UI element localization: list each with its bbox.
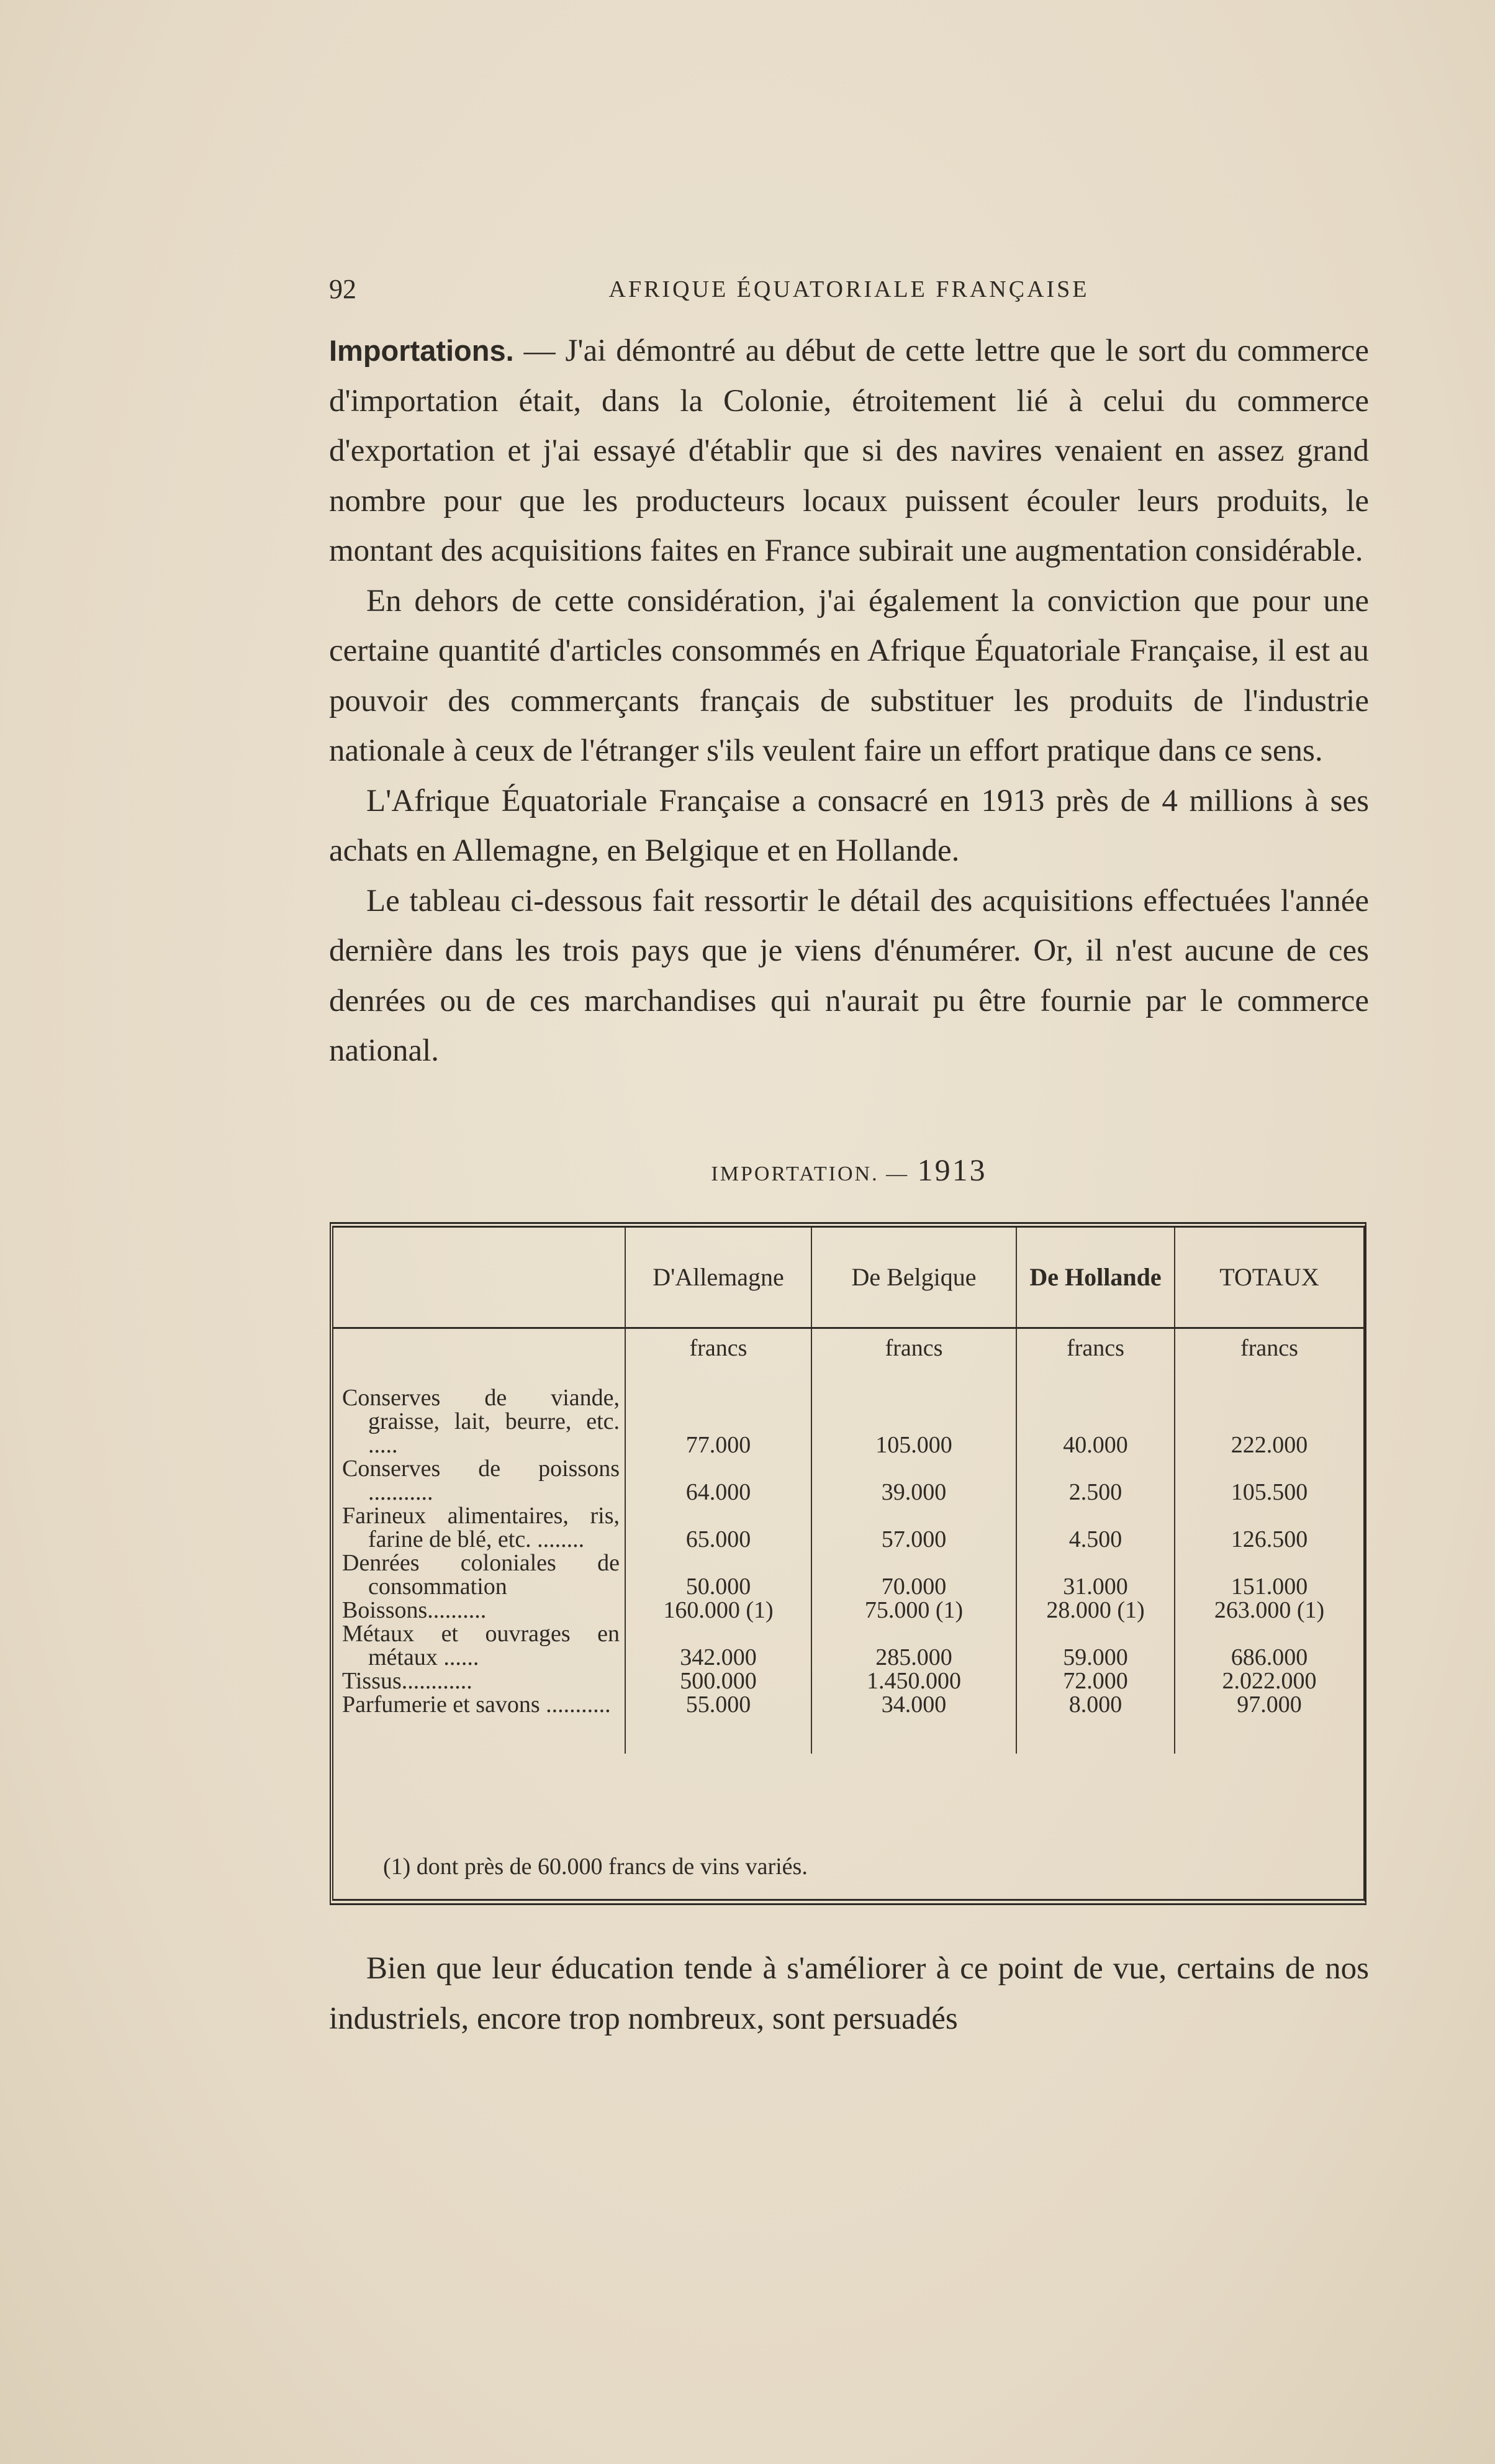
row-label-text: Boissons.......... [342,1597,487,1623]
body-text-top [329,326,1369,1076]
table-row [333,1457,1363,1504]
row-label [333,1504,625,1551]
value-cell: 34.000 [811,1693,1016,1716]
body-text-bottom [329,1944,1369,2044]
row-label-text: Farineux alimentaires, ris, farine de blé, etc. ........ [342,1503,620,1552]
table-row [333,1386,1363,1457]
value-cell: 4.500 [1016,1504,1175,1551]
table-row [333,1693,1363,1716]
table-row [333,1598,1363,1622]
value-cell: 151.000 [1175,1551,1363,1598]
unit-cell: francs [1016,1328,1175,1387]
header-totals: TOTAUX [1175,1228,1363,1328]
running-head [329,273,1369,310]
table-row [333,1504,1363,1551]
value-cell: 8.000 [1016,1693,1175,1716]
table-header-row [333,1228,1363,1328]
row-label-text: Tissus............ [342,1668,472,1694]
row-label [333,1693,625,1716]
row-label-text: Parfumerie et savons ........... [342,1692,611,1718]
value-cell: 57.000 [811,1504,1016,1551]
value-cell: 160.000 (1) [625,1598,811,1622]
row-label [333,1669,625,1693]
header-belgium: De Belgique [811,1228,1016,1328]
table-row [333,1669,1363,1693]
unit-cell: francs [1175,1328,1363,1387]
value-cell: 285.000 [811,1622,1016,1669]
value-cell: 55.000 [625,1693,811,1716]
row-label [333,1622,625,1669]
value-cell: 59.000 [1016,1622,1175,1669]
header-germany: D'Allemagne [625,1228,811,1328]
row-label [333,1598,625,1622]
running-title: AFRIQUE ÉQUATORIALE FRANÇAISE [608,276,1090,302]
row-label [333,1551,625,1598]
value-cell: 126.500 [1175,1504,1363,1551]
value-cell: 65.000 [625,1504,811,1551]
paragraph-importations [329,326,1369,576]
value-cell: 75.000 (1) [811,1598,1016,1622]
value-cell: 2.500 [1016,1457,1175,1504]
value-cell: 105.000 [811,1386,1016,1457]
table-title [329,1152,1369,1188]
import-table [330,1222,1366,1905]
value-cell: 77.000 [625,1386,811,1457]
unit-cell: francs [625,1328,811,1387]
row-label [333,1457,625,1504]
table-row [333,1622,1363,1669]
table-title-text: IMPORTATION. — [711,1162,910,1185]
paragraph: En dehors de cette considération, j'ai également la conviction que pour une certaine quantité d'articles consommés en Afrique Équatoriale Française, il est au pouvoir des commerçants français de substituer les produits de l'industrie nationale à ceux de l'étranger s'ils veulent faire un effort pratique dans ce sens. [329,583,1369,768]
row-label-text: Denrées coloniales de consommation [342,1550,620,1600]
paragraph: Le tableau ci-dessous fait ressortir le détail des acquisitions effectuées l'année dernière dans les trois pays que je viens d'énumérer. Or, il n'est aucune de ces denrées ou de ces marchandises qui n'aurait pu être fournie par le commerce national. [329,883,1369,1068]
value-cell: 72.000 [1016,1669,1175,1693]
row-label-text: Conserves de viande, graisse, lait, beurre, etc. ..... [342,1385,620,1458]
value-cell: 342.000 [625,1622,811,1669]
value-cell: 64.000 [625,1457,811,1504]
paragraph: Bien que leur éducation tende à s'améliorer à ce point de vue, certains de nos industriels, encore trop nombreux, sont persuadés [329,1951,1369,2036]
value-cell: 1.450.000 [811,1669,1016,1693]
spacer-row [333,1716,1363,1754]
paragraph: L'Afrique Équatoriale Française a consacré en 1913 près de 4 millions à ses achats en Allemagne, en Belgique et en Hollande. [329,783,1369,868]
paragraph-text: — J'ai démontré au début de cette lettre que le sort du commerce d'importation était, dans la Colonie, étroitement lié à celui du commerce d'exportation et j'ai essayé d'établir que si des navires venaient en assez grand nombre pour que les producteurs locaux puissent écouler leurs produits, le montant des acquisitions faites en France subirait une augmentation considérable. [329,333,1369,568]
page-number: 92 [329,274,356,304]
value-cell: 50.000 [625,1551,811,1598]
value-cell: 500.000 [625,1669,811,1693]
value-cell: 28.000 (1) [1016,1598,1175,1622]
header-empty [333,1228,625,1328]
value-cell: 39.000 [811,1457,1016,1504]
header-holland: De Hollande [1016,1228,1175,1328]
table-year: 1913 [917,1153,987,1187]
value-cell: 31.000 [1016,1551,1175,1598]
value-cell: 686.000 [1175,1622,1363,1669]
value-cell: 70.000 [811,1551,1016,1598]
value-cell: 40.000 [1016,1386,1175,1457]
value-cell: 105.500 [1175,1457,1363,1504]
value-cell: 97.000 [1175,1693,1363,1716]
value-cell: 263.000 (1) [1175,1598,1363,1622]
row-label-text: Conserves de poissons ........... [342,1456,620,1505]
value-cell: 2.022.000 [1175,1669,1363,1693]
table-footnote: (1) dont près de 60.000 francs de vins variés. [383,1854,808,1880]
row-label-text: Métaux et ouvrages en métaux ...... [342,1621,620,1670]
row-label [333,1386,625,1457]
value-cell: 222.000 [1175,1386,1363,1457]
unit-row [333,1328,1363,1387]
table-row [333,1551,1363,1598]
section-lead: Importations. [329,334,514,367]
unit-cell: francs [811,1328,1016,1387]
